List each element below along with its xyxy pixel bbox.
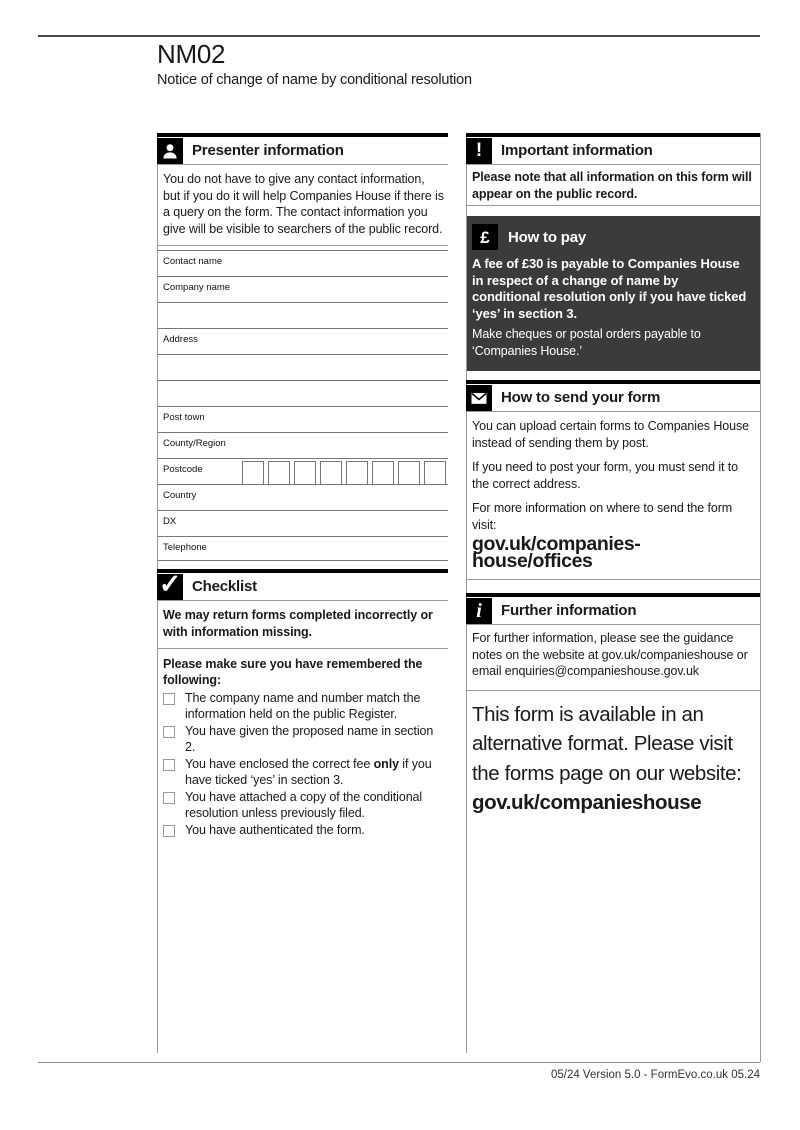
address-label: Address	[163, 334, 198, 345]
company-name-field-continuation[interactable]	[157, 302, 448, 326]
important-section-header	[466, 133, 760, 165]
exclamation-icon: !	[466, 138, 492, 164]
checklist-item-text: You have enclosed the correct fee only if you have ticked ‘yes’ in section 3.	[185, 757, 432, 787]
alt-format-block	[466, 691, 760, 818]
postcode-boxes	[242, 461, 446, 484]
company-name-label: Company name	[163, 282, 231, 293]
envelope-icon	[466, 385, 492, 411]
postcode-box[interactable]	[242, 461, 264, 484]
dx-field[interactable]	[157, 510, 448, 534]
how-to-pay-header	[472, 220, 748, 256]
further-info-section	[466, 593, 760, 691]
how-to-send-p3: For more information on where to send the form visit:	[472, 501, 733, 532]
important-section-title: Important information	[501, 142, 653, 159]
checklist-item-text: You have authenticated the form.	[185, 823, 365, 837]
postcode-box[interactable]	[346, 461, 368, 484]
how-to-pay-panel	[466, 216, 760, 371]
checklist-instruction: Please make sure you have remembered the following:	[163, 657, 423, 687]
checklist-item	[163, 690, 446, 722]
how-to-send-body	[466, 412, 760, 580]
checklist-item	[163, 723, 446, 755]
info-icon: i	[466, 598, 492, 624]
further-info-section-title: Further information	[501, 602, 637, 619]
checklist-section-header	[157, 569, 448, 601]
how-to-pay-cheque-text: Make cheques or postal orders payable to ‘Companies House.’	[472, 327, 701, 358]
postcode-box[interactable]	[294, 461, 316, 484]
important-body: Please note that all information on this form will appear on the public record.	[466, 165, 760, 206]
postcode-box[interactable]	[398, 461, 420, 484]
presenter-section-header	[157, 133, 448, 165]
further-info-body: For further information, please see the guidance notes on the website at gov.uk/companieshouse or email enquiries@companieshouse.gov.uk	[466, 625, 760, 691]
checklist-section	[157, 569, 448, 847]
checklist-list	[157, 649, 448, 847]
version-footer: 05/24 Version 5.0 - FormEvo.co.uk 05.24	[550, 1069, 760, 1081]
right-column	[466, 133, 760, 818]
checkbox[interactable]	[163, 825, 175, 837]
checkbox[interactable]	[163, 759, 175, 771]
checklist-item-text: You have given the proposed name in section 2.	[185, 724, 434, 754]
checklist-item	[163, 789, 446, 821]
checklist-item-text: The company name and number match the information held on the public Register.	[185, 691, 421, 721]
person-icon	[157, 138, 183, 164]
postcode-box[interactable]	[268, 461, 290, 484]
country-field[interactable]	[157, 484, 448, 508]
checklist-section-title: Checklist	[192, 578, 257, 595]
postcode-label: Postcode	[163, 464, 203, 475]
contact-name-label: Contact name	[163, 256, 223, 267]
checklist-item	[163, 756, 446, 788]
postcode-field[interactable]	[157, 458, 448, 482]
postcode-box[interactable]	[320, 461, 342, 484]
how-to-send-p1: You can upload certain forms to Companies House instead of sending them by post.	[472, 419, 749, 450]
check-icon: ✓	[158, 573, 182, 599]
how-to-pay-fee-text: A fee of £30 is payable to Companies House in respect of a change of name by conditional resolution only if you have ticked ‘yes’ in section 3.	[472, 256, 747, 321]
postcode-box[interactable]	[372, 461, 394, 484]
checkbox[interactable]	[163, 693, 175, 705]
how-to-pay-title: How to pay	[508, 228, 587, 246]
telephone-field[interactable]	[157, 536, 448, 561]
left-column	[157, 133, 448, 847]
company-name-field[interactable]	[157, 276, 448, 300]
country-label: Country	[163, 490, 197, 501]
presenter-intro: You do not have to give any contact information, but if you do it will help Companies House if there is a query on the form. The contact information you give will be visible to searchers of the public record.	[157, 165, 448, 246]
offices-url: gov.uk/companies-house/offices	[472, 533, 641, 572]
checklist-item-text: You have attached a copy of the conditional resolution unless previously filed.	[185, 790, 423, 820]
county-region-label: County/Region	[163, 438, 226, 449]
how-to-send-p2: If you need to post your form, you must send it to the correct address.	[472, 460, 738, 491]
telephone-label: Telephone	[163, 542, 207, 553]
address-field-continuation[interactable]	[157, 354, 448, 378]
contact-name-field[interactable]	[157, 250, 448, 274]
alt-format-text: This form is available in an alternative format. Please visit the forms page on our website:	[472, 702, 742, 785]
companieshouse-url: gov.uk/companieshouse	[472, 791, 702, 814]
presenter-fields	[157, 250, 448, 561]
checkbox[interactable]	[163, 726, 175, 738]
further-info-section-header	[466, 593, 760, 625]
checklist-warning: We may return forms completed incorrectly or with information missing.	[157, 601, 448, 649]
how-to-send-section-title: How to send your form	[501, 389, 661, 406]
county-region-field[interactable]	[157, 432, 448, 456]
form-code: NM02	[157, 39, 226, 69]
checklist-item	[163, 822, 446, 838]
post-town-label: Post town	[163, 412, 205, 423]
page-header	[157, 40, 472, 89]
postcode-box[interactable]	[424, 461, 446, 484]
how-to-send-section	[466, 380, 760, 580]
bottom-rule	[38, 1062, 760, 1063]
form-title: Notice of change of name by conditional resolution	[157, 72, 472, 88]
presenter-section-title: Presenter information	[192, 142, 344, 159]
pound-icon: £	[472, 224, 498, 250]
post-town-field[interactable]	[157, 406, 448, 430]
address-field-continuation[interactable]	[157, 380, 448, 404]
address-field[interactable]	[157, 328, 448, 352]
how-to-send-section-header	[466, 380, 760, 412]
dx-label: DX	[163, 516, 177, 527]
checkbox[interactable]	[163, 792, 175, 804]
top-rule	[38, 35, 760, 37]
